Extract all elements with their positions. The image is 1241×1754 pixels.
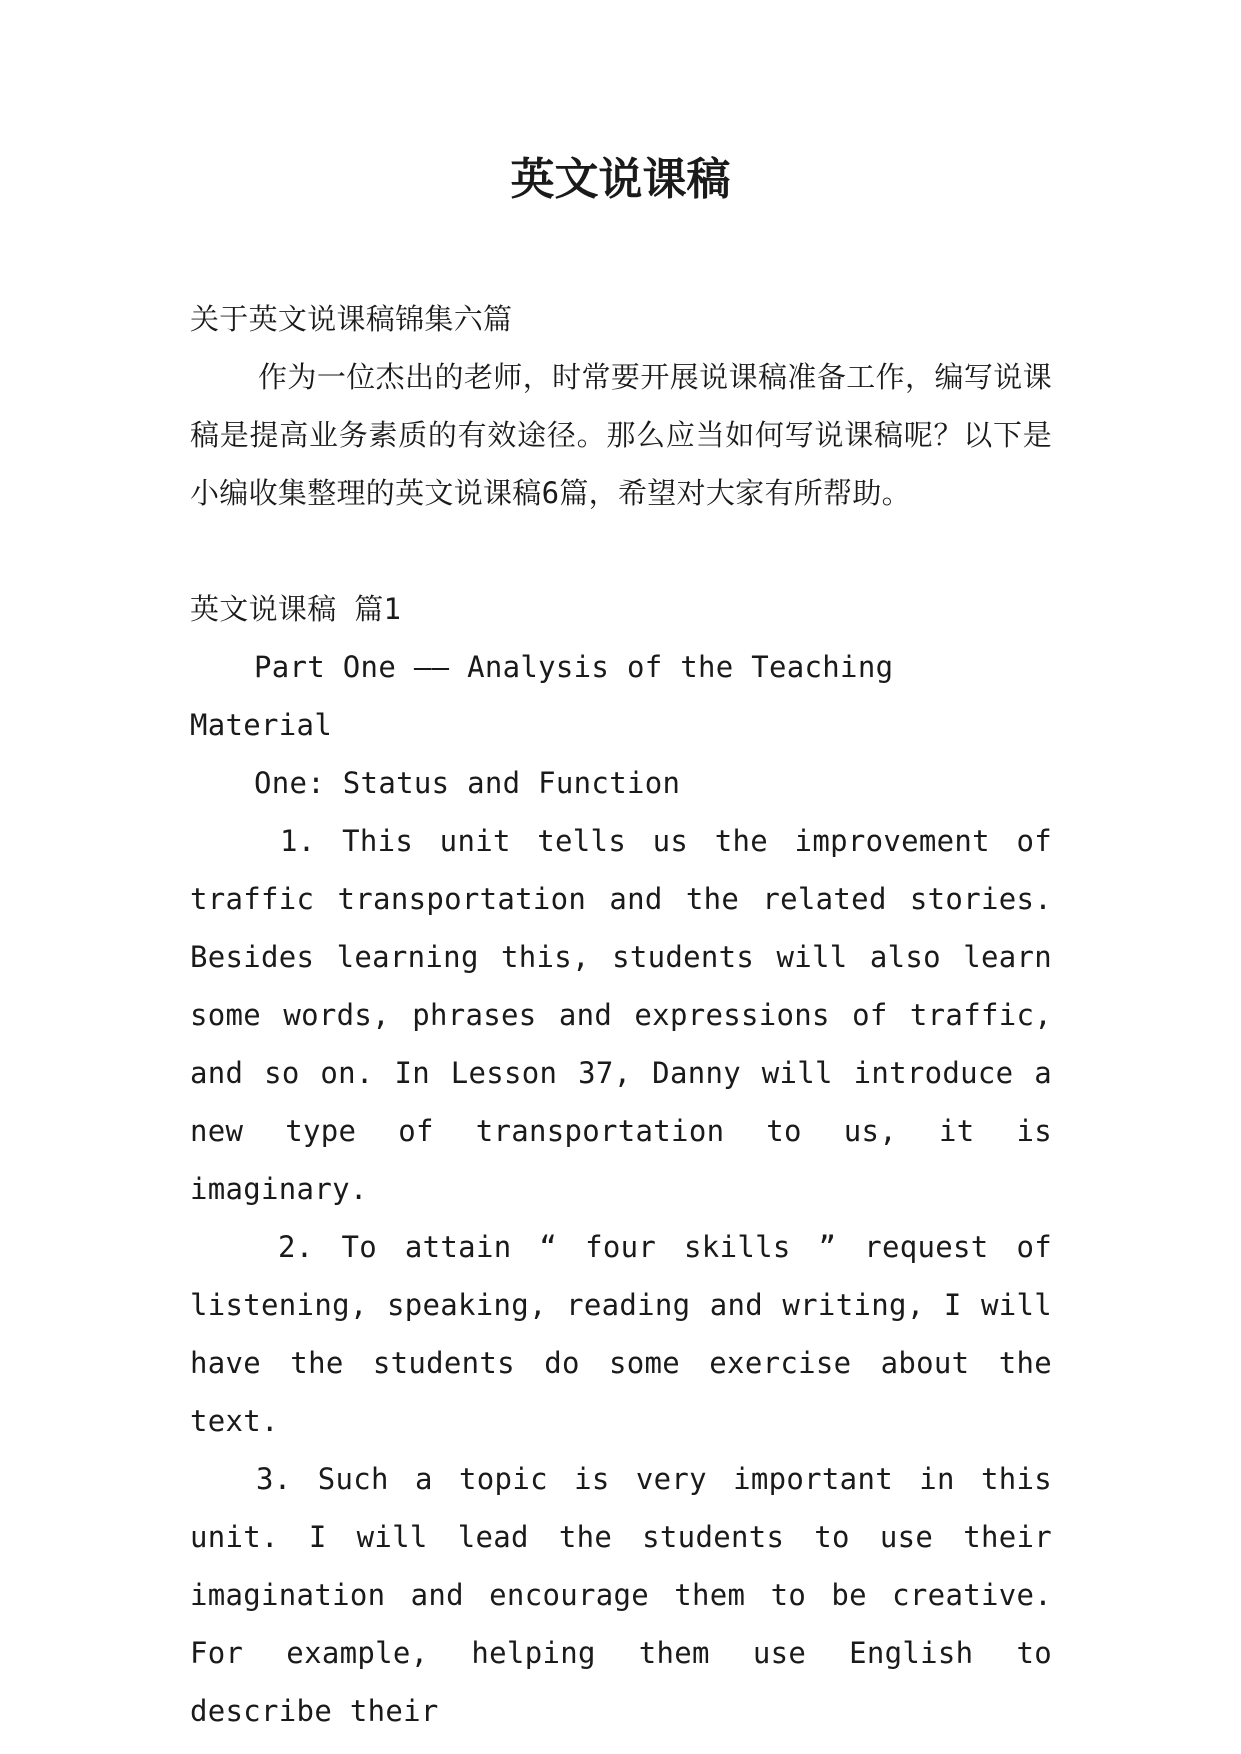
document-body (190, 290, 1052, 1740)
paragraph-spacer (190, 522, 1052, 580)
page-title: 英文说课稿 (510, 154, 731, 205)
section-heading: 英文说课稿 篇1 (190, 592, 402, 626)
list-item: 1. This unit tells us the improvement of traffic transportation and the related stories. Besides learning this, students will also learn some words, phrases and expressions of traffic, and so on. In Lesson 37, Danny will introduce a new type of transportation to us, it is imaginary. (190, 824, 1052, 1206)
document-subtitle: 关于英文说课稿锦集六篇 (190, 302, 513, 336)
intro-paragraph: 作为一位杰出的老师，时常要开展说课稿准备工作，编写说课稿是提高业务素质的有效途径。那么应当如何写说课稿呢？以下是小编收集整理的英文说课稿6篇，希望对大家有所帮助。 (190, 360, 1052, 510)
sub-heading: One: Status and Function (254, 766, 681, 800)
list-item: 2. To attain “ four skills ” request of listening, speaking, reading and writing, I will have the students do some exercise about the text. (190, 1230, 1052, 1438)
list-item: 3. Such a topic is very important in this unit. I will lead the students to use their imagination and encourage them to be creative. For example, helping them use English to describe their (190, 1462, 1052, 1728)
part-heading: Part One —— Analysis of the Teaching Material (190, 650, 894, 742)
